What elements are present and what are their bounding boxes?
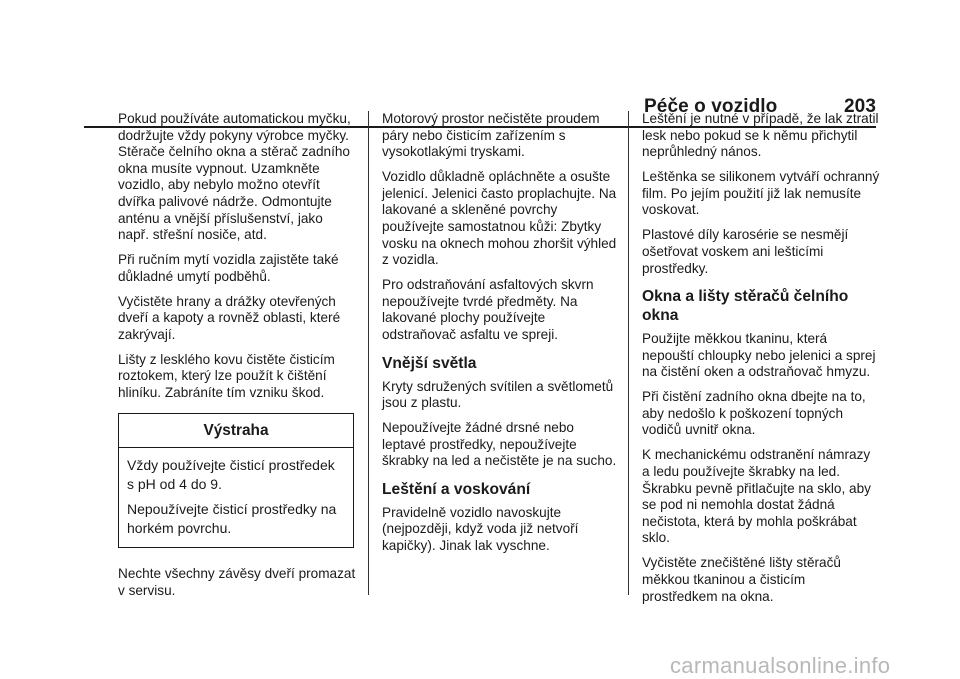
column-2 bbox=[382, 111, 620, 563]
paragraph: Při ručním mytí vozidla zajistěte také důkladné umytí podběhů. bbox=[118, 252, 339, 284]
paragraph: Při čistění zadního okna dbejte na to, aby nedošlo k poškození topných vodičů uvnitř okna. bbox=[642, 389, 866, 438]
column-3 bbox=[642, 111, 880, 614]
paragraph: K mechanickému odstranění námrazy a ledu používejte škrabky na led. Škrabku pevně přitlačujte na sklo, aby se pod ni nemohla dostat žádná nečistota, která by mohla poškrábat sklo. bbox=[642, 447, 871, 546]
paragraph: Nechte všechny závěsy dveří promazat v servisu. bbox=[118, 566, 356, 598]
paragraph: Leštění je nutné v případě, že lak ztratil lesk nebo pokud se k němu přichytil neprůhledný nános. bbox=[642, 111, 879, 160]
section-heading: Leštění a voskování bbox=[382, 480, 531, 498]
column-divider bbox=[628, 111, 629, 595]
paragraph: Pravidelně vozidlo navoskujte (nejpozději, když voda již netvoří kapičky). Jinak lak vyschne. bbox=[382, 504, 579, 554]
paragraph: Motorový prostor nečistěte proudem páry nebo čisticím zařízením s vysokotlakými tryskami. bbox=[382, 111, 600, 160]
paragraph: Použijte měkkou tkaninu, která nepouští chloupky nebo jelenici a sprej na čistění oken a odstraňovač hmyzu. bbox=[642, 331, 876, 380]
paragraph: Nepoužívejte žádné drsné nebo leptavé prostředky, nepoužívejte škrabky na led a nečistěte je na sucho. bbox=[382, 420, 617, 469]
page-number: 203 bbox=[843, 96, 876, 117]
page-title: Péče o vozidlo bbox=[644, 96, 778, 117]
warning-body bbox=[119, 448, 353, 547]
column-1 bbox=[118, 111, 356, 608]
paragraph: Pokud používáte automatickou myčku, dodržujte vždy pokyny výrobce myčky. Stěrače čelního okna a stěrač zadního okna musíte vypnout. Uzamkněte vozidlo, aby nebylo možno otevřít dvířka palivové nádrže. Odmontujte anténu a vnější příslušenství, jako např. střešní nosiče, atd. bbox=[118, 111, 351, 243]
section-heading: Vnější světla bbox=[382, 354, 477, 372]
warning-paragraph: Vždy používejte čisticí prostředek s pH od 4 do 9. bbox=[127, 457, 335, 493]
paragraph: Leštěnka se silikonem vytváří ochranný film. Po jejím použití již lak nemusíte voskovat. bbox=[642, 169, 880, 218]
paragraph: Plastové díly karosérie se nesmějí ošetřovat voskem ani lešticími prostředky. bbox=[642, 227, 849, 276]
paragraph: Vozidlo důkladně opláchněte a osušte jelenicí. Jelenici často proplachujte. Na lakované a skleněné povrchy používejte samostatnou kůži: Zbytky vosku na oknech mohou zhoršit výhled z vozidla. bbox=[382, 169, 617, 268]
column-divider bbox=[368, 111, 369, 595]
warning-paragraph: Nepoužívejte čisticí prostředky na horkém povrchu. bbox=[127, 501, 337, 537]
warning-box bbox=[118, 413, 354, 549]
warning-title: Výstraha bbox=[119, 414, 353, 449]
paragraph: Kryty sdružených svítilen a světlometů jsou z plastu. bbox=[382, 378, 614, 411]
watermark: carmanualsonline.info bbox=[670, 653, 891, 678]
paragraph: Vyčistěte znečištěné lišty stěračů měkkou tkaninou a čisticím prostředkem na okna. bbox=[642, 555, 841, 604]
paragraph: Pro odstraňování asfaltových skvrn nepoužívejte tvrdé předměty. Na lakované plochy používejte odstraňovač asfaltu ve spreji. bbox=[382, 277, 594, 342]
section-heading: Okna a lišty stěračů čelního okna bbox=[642, 288, 849, 325]
paragraph: Lišty z lesklého kovu čistěte čisticím roztokem, který lze použít k čištění hliníku. Zabráníte tím vzniku škod. bbox=[118, 351, 335, 401]
paragraph: Vyčistěte hrany a drážky otevřených dveří a kapoty a rovněž oblasti, které zakrývají. bbox=[118, 293, 341, 342]
